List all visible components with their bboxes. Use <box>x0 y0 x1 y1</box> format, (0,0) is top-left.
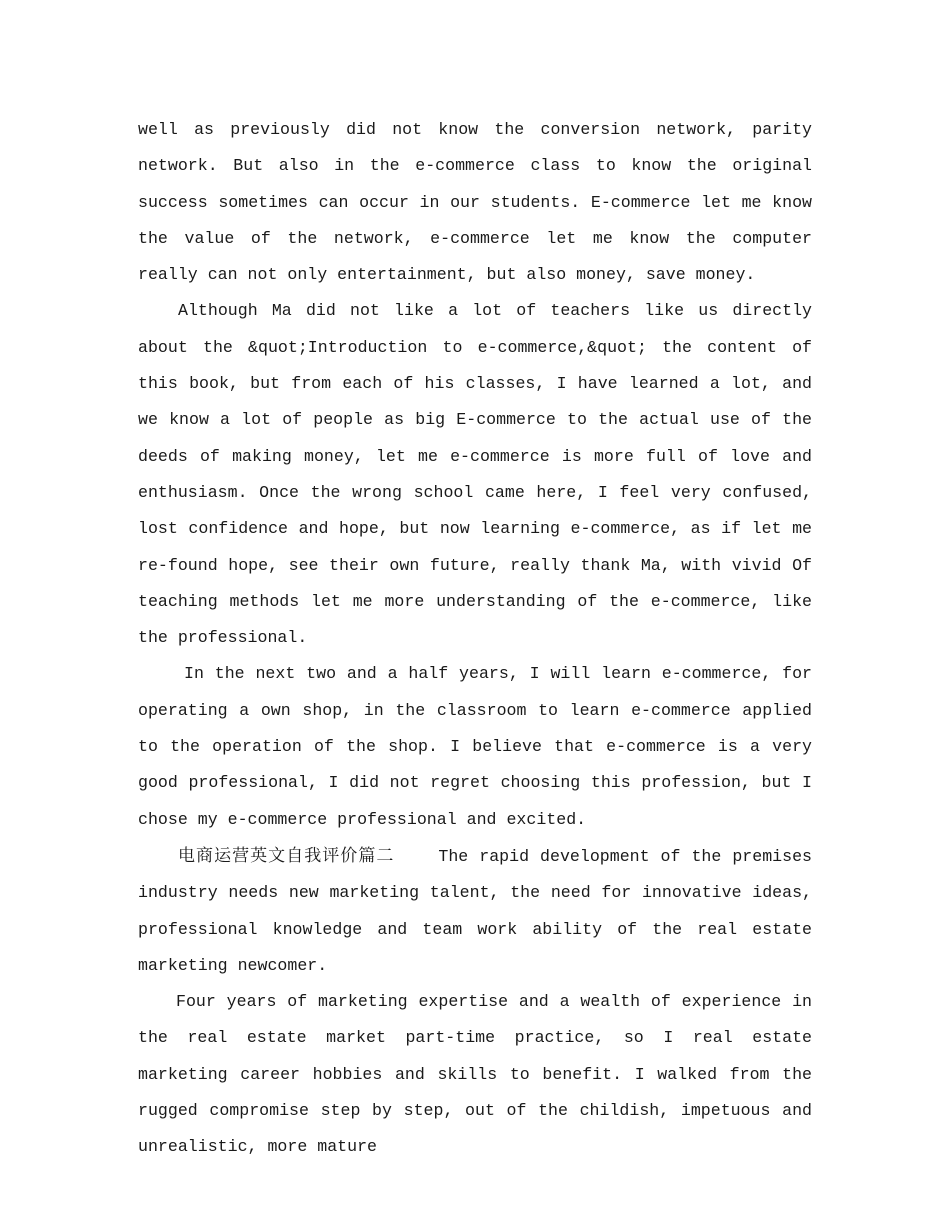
paragraph-1 <box>138 112 812 293</box>
paragraph-4-text: The rapid development of the premises industry needs new marketing talent, the need for innovative ideas, professional knowledge and team work ability of the real estate marketing newcomer. <box>138 846 812 975</box>
paragraph-4 <box>138 838 812 984</box>
paragraph-5 <box>138 984 812 1165</box>
paragraph-2 <box>138 293 812 656</box>
paragraph-5-text: Four years of marketing expertise and a wealth of experience in the real estate market part-time practice, so I real estate marketing career hobbies and skills to benefit. I walked from the rugged compromise step by step, out of the childish, impetuous and unrealistic, more mature <box>138 992 812 1157</box>
paragraph-3 <box>138 656 812 837</box>
paragraph-2-text: Although Ma did not like a lot of teachers like us directly about the &quot;Introduction to e-commerce,&quot; the content of this book, but from each of his classes, I have learned a lot, and we know a lot of people as big E-commerce to the actual use of the deeds of making money, let me e-commerce is more full of love and enthusiasm. Once the wrong school came here, I feel very confused, lost confidence and hope, but now learning e-commerce, as if let me re-found hope, see their own future, really thank Ma, with vivid Of teaching methods let me more understanding of the e-commerce, like the professional. <box>138 301 812 648</box>
paragraph-1-text: well as previously did not know the conversion network, parity network. But also in the e-commerce class to know the original success sometimes can occur in our students. E-commerce let me know the value of the network, e-commerce let me know the computer really can not only entertainment, but also money, save money. <box>138 120 812 285</box>
paragraph-3-text: In the next two and a half years, I will learn e-commerce, for operating a own shop, in the classroom to learn e-commerce applied to the operation of the shop. I believe that e-commerce is a very good professional, I did not regret choosing this profession, but I chose my e-commerce professional and excited. <box>138 664 812 829</box>
section-heading: 电商运营英文自我评价篇二 <box>178 845 395 866</box>
document-body <box>138 112 812 1166</box>
